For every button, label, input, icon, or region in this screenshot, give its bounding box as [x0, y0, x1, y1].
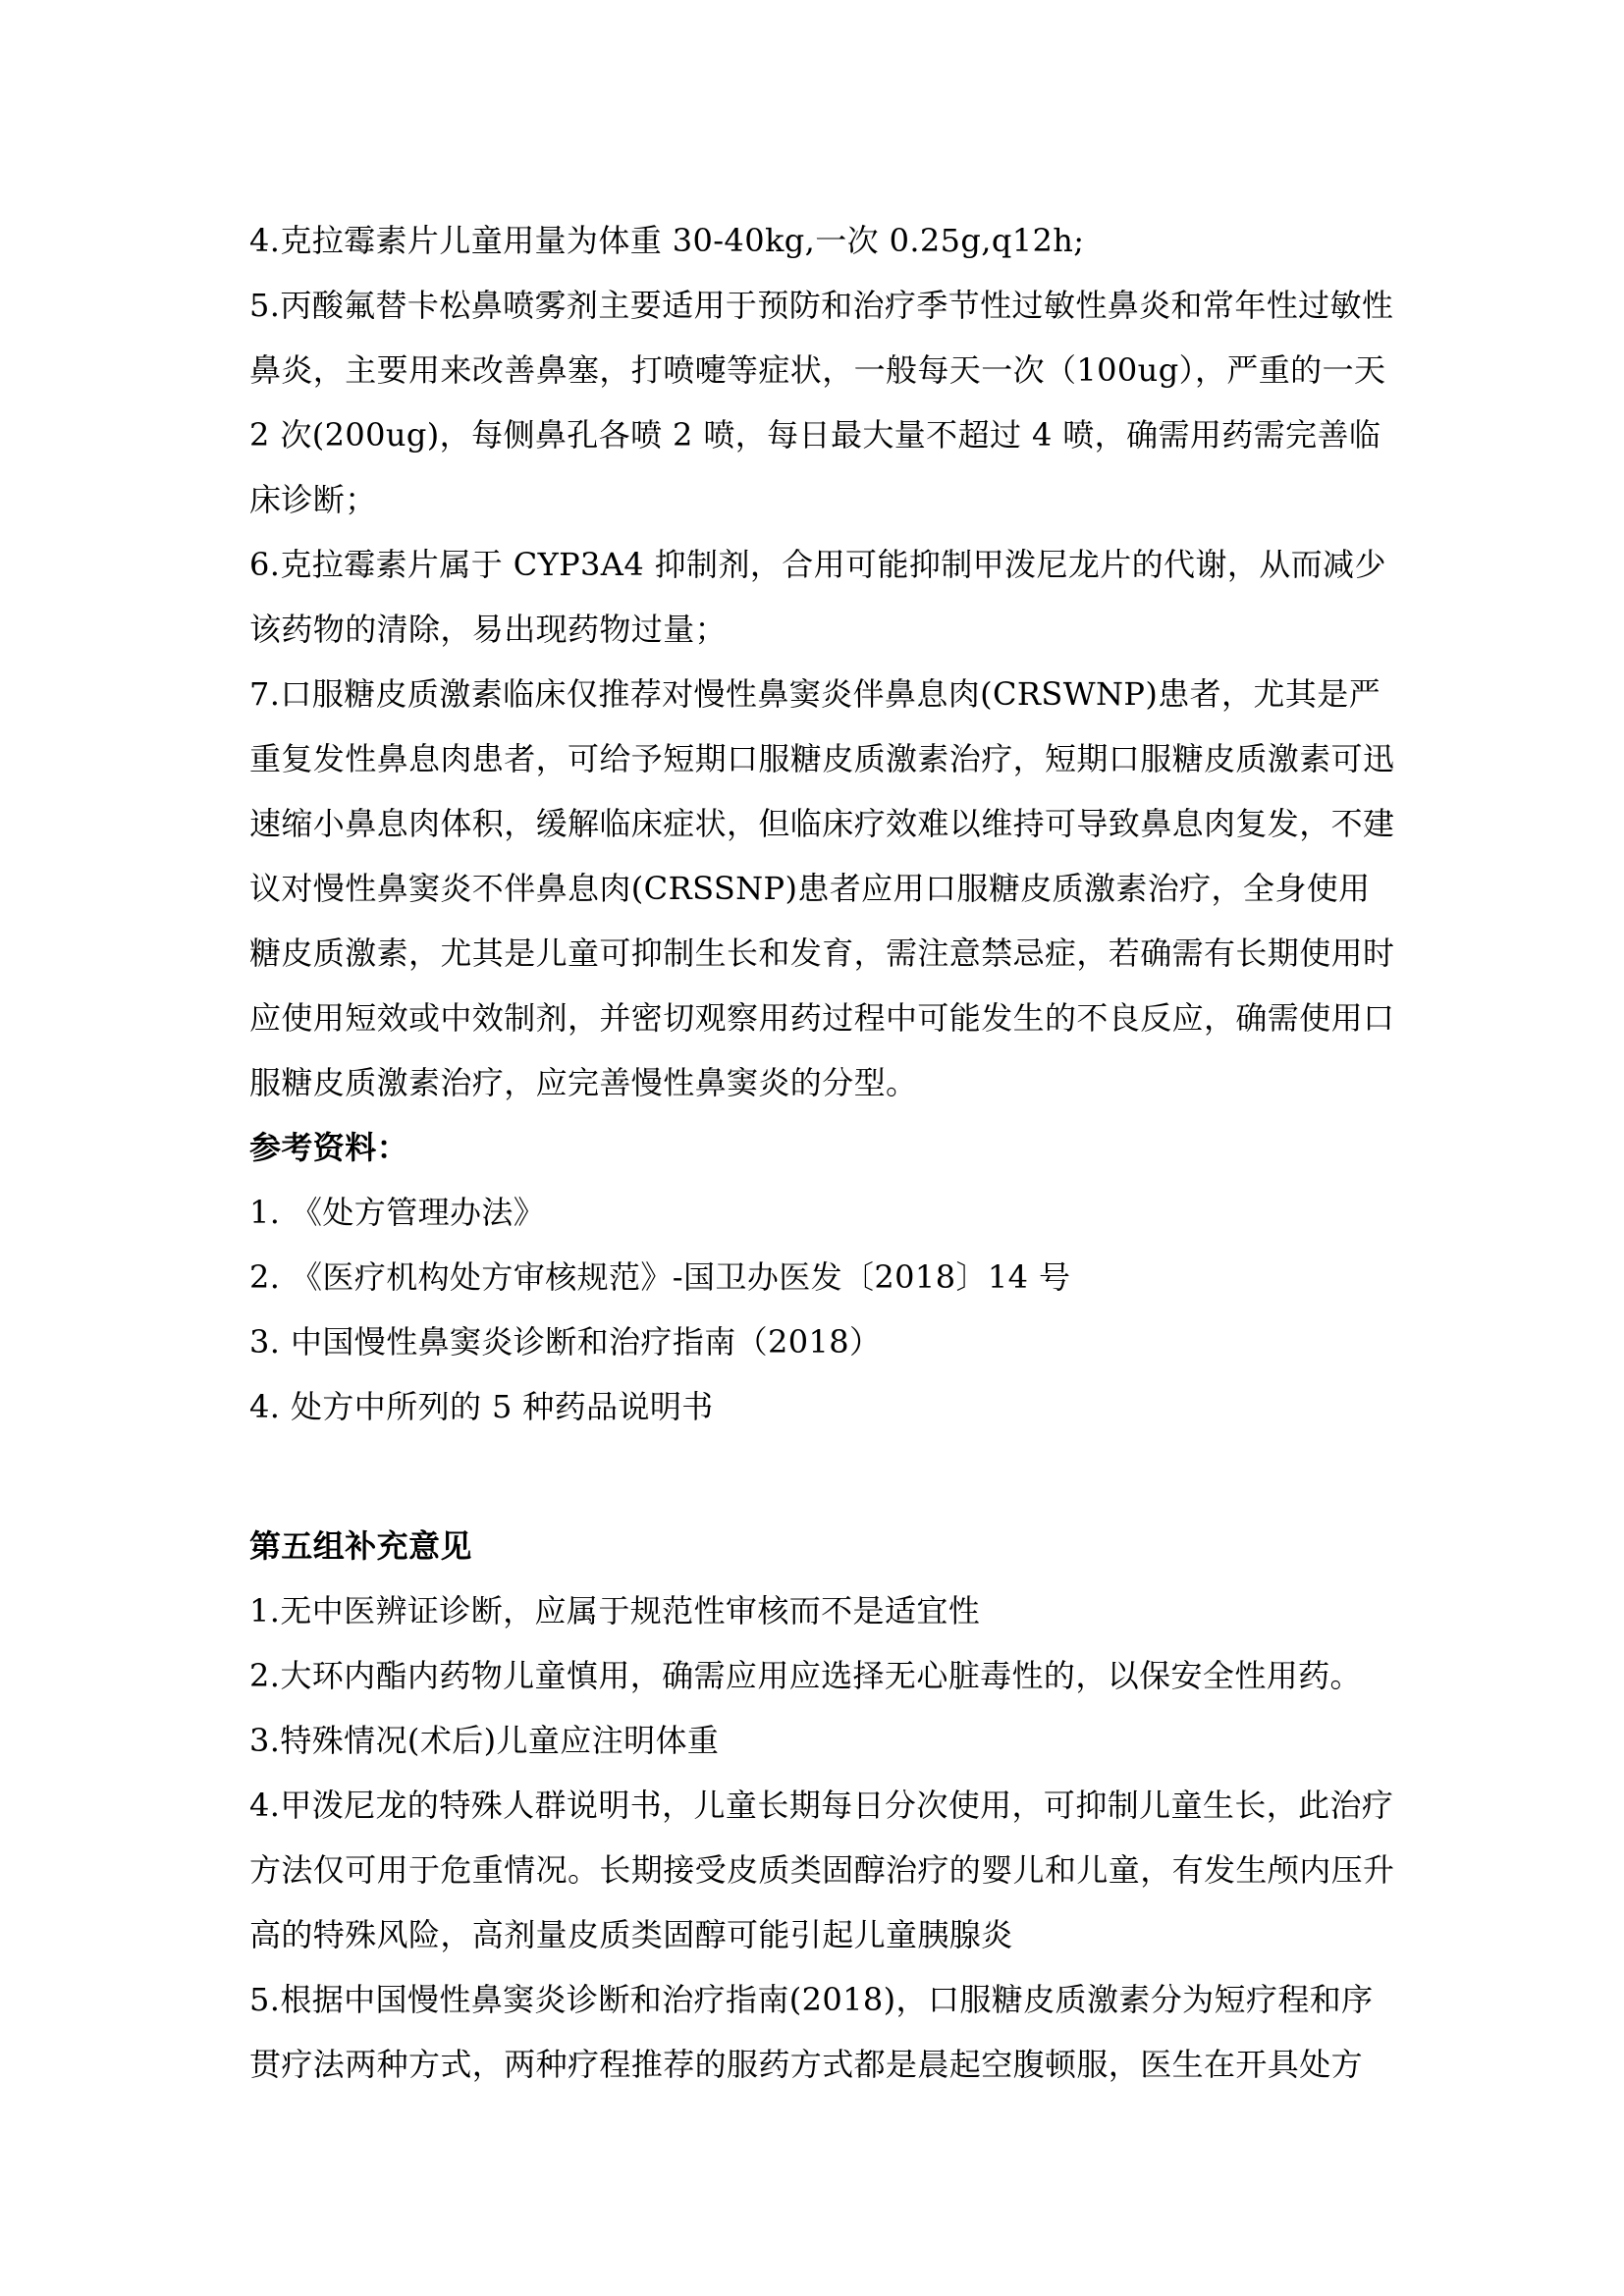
reference-text: 《医疗机构处方审核规范》-国卫办医发〔2018〕14 号: [291, 1258, 1071, 1296]
references-heading: 参考资料：: [249, 1129, 409, 1166]
reference-item: [249, 1374, 1398, 1439]
section-spacer: [249, 1439, 1398, 1514]
note-item-6: 6.克拉霉素片属于 CYP3A4 抑制剂，合用可能抑制甲泼尼龙片的代谢，从而减少该药物的清除，易出现药物过量；: [249, 546, 1386, 648]
reference-item: [249, 1309, 1398, 1374]
reference-text: 处方中所列的 5 种药品说明书: [291, 1388, 714, 1425]
group5-item-2: 2.大环内酯内药物儿童慎用，确需应用应选择无心脏毒性的，以保安全性用药。: [249, 1657, 1362, 1694]
document-body: [249, 208, 1398, 2097]
reference-number: 1.: [249, 1194, 281, 1231]
note-item-5: 5.丙酸氟替卡松鼻喷雾剂主要适用于预防和治疗季节性过敏性鼻炎和常年性过敏性鼻炎，主要用来改善鼻塞，打喷嚏等症状，一般每天一次（100ug），严重的一天 2 次(200ug)，每侧鼻孔各喷 2 喷，每日最大量不超过 4 喷，确需用药需完善临床诊断；: [249, 287, 1394, 518]
note-item-4: 4.克拉霉素片儿童用量为体重 30-40kg,一次 0.25g,q12h;: [249, 222, 1085, 259]
reference-text: 中国慢性鼻窦炎诊断和治疗指南（2018）: [291, 1323, 882, 1361]
reference-item: [249, 1180, 1398, 1245]
group5-heading: 第五组补充意见: [249, 1527, 472, 1565]
group5-item-1: 1.无中医辨证诊断，应属于规范性审核而不是适宜性: [249, 1592, 981, 1629]
reference-number: 3.: [249, 1323, 281, 1361]
reference-number: 4.: [249, 1388, 281, 1425]
group5-item-3: 3.特殊情况(术后)儿童应注明体重: [249, 1722, 720, 1759]
references-list: [249, 1180, 1398, 1439]
reference-number: 2.: [249, 1258, 281, 1296]
reference-item: [249, 1245, 1398, 1309]
note-item-7: 7.口服糖皮质激素临床仅推荐对慢性鼻窦炎伴鼻息肉(CRSWNP)患者，尤其是严重复发性鼻息肉患者，可给予短期口服糖皮质激素治疗，短期口服糖皮质激素可迅速缩小鼻息肉体积，缓解临床症状，但临床疗效难以维持可导致鼻息肉复发，不建议对慢性鼻窦炎不伴鼻息肉(CRSSNP)患者应用口服糖皮质激素治疗，全身使用糖皮质激素，尤其是儿童可抑制生长和发育，需注意禁忌症，若确需有长期使用时应使用短效或中效制剂，并密切观察用药过程中可能发生的不良反应，确需使用口服糖皮质激素治疗，应完善慢性鼻窦炎的分型。: [249, 675, 1395, 1101]
group5-item-4: 4.甲泼尼龙的特殊人群说明书，儿童长期每日分次使用，可抑制儿童生长，此治疗方法仅可用于危重情况。长期接受皮质类固醇治疗的婴儿和儿童，有发生颅内压升高的特殊风险，高剂量皮质类固醇可能引起儿童胰腺炎: [249, 1787, 1395, 1953]
reference-text: 《处方管理办法》: [291, 1194, 546, 1231]
group5-item-5: 5.根据中国慢性鼻窦炎诊断和治疗指南(2018)，口服糖皮质激素分为短疗程和序贯疗法两种方式，两种疗程推荐的服药方式都是晨起空腹顿服，医生在开具处方: [249, 1981, 1374, 2083]
